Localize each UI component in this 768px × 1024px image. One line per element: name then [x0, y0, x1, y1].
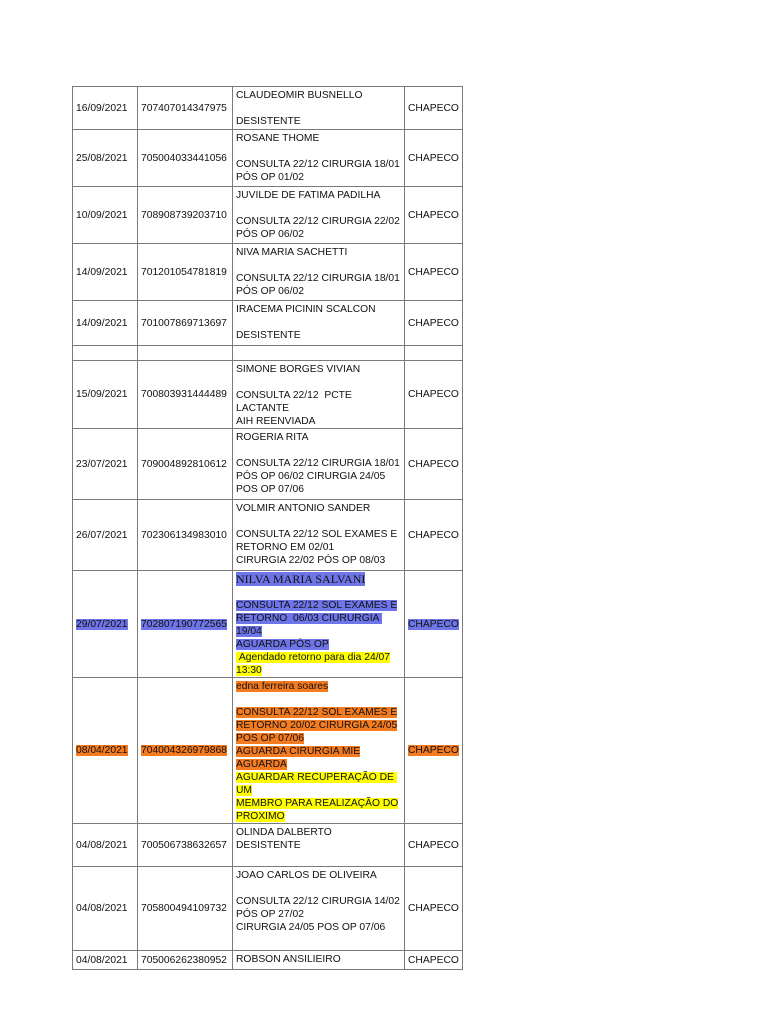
- status-note-line: [236, 115, 401, 128]
- date-value: 14/09/2021: [76, 266, 128, 278]
- date-value: 04/08/2021: [76, 903, 128, 914]
- line-spacer: [236, 586, 401, 599]
- status-note-line: [236, 215, 401, 228]
- city-value: CHAPECO: [408, 317, 459, 329]
- date-value: 26/07/2021: [76, 529, 128, 541]
- patient-info-cell: [233, 867, 405, 951]
- patient-info-cell: [233, 87, 405, 130]
- date-cell: [73, 678, 138, 824]
- line-text: ROGERIA RITA: [236, 432, 309, 443]
- status-note-line: [236, 706, 401, 719]
- code-cell: [138, 187, 233, 244]
- line-spacer: [236, 316, 401, 329]
- table-row: [73, 951, 463, 970]
- city-value: CHAPECO: [408, 529, 459, 541]
- code-cell: [138, 346, 233, 361]
- status-note-line: [236, 541, 401, 554]
- table-row: [73, 346, 463, 361]
- line-text: CIRURGIA 24/05 POS OP 07/06: [236, 922, 386, 933]
- city-cell: [405, 500, 463, 571]
- patient-name-line: [236, 869, 401, 882]
- status-note-line: [236, 470, 401, 483]
- patient-info-cell: [233, 824, 405, 867]
- city-value: CHAPECO: [408, 389, 459, 400]
- status-note-line: [236, 839, 401, 852]
- patient-name-line: [236, 89, 401, 102]
- date-value: 29/07/2021: [76, 618, 128, 630]
- date-cell: [73, 244, 138, 301]
- patient-info-cell: [233, 429, 405, 500]
- line-text: PÓS OP 06/02 CIRURGIA 24/05: [236, 471, 386, 482]
- line-text: ROSANE THOME: [236, 133, 320, 144]
- status-note-line: [236, 228, 401, 241]
- city-cell: [405, 867, 463, 951]
- code-cell: [138, 500, 233, 571]
- patient-name-line: [236, 431, 401, 444]
- status-note-line: [236, 664, 401, 677]
- table-row: [73, 824, 463, 867]
- code-value: 700803931444489: [141, 389, 227, 400]
- code-cell: [138, 571, 233, 678]
- table-row: [73, 500, 463, 571]
- line-text: CIRURGIA 22/02 PÓS OP 08/03: [236, 555, 386, 566]
- status-note-line: [236, 908, 401, 921]
- code-value: 705004033441056: [141, 152, 227, 164]
- patient-info-cell: [233, 187, 405, 244]
- date-cell: [73, 346, 138, 361]
- patient-info-cell: [233, 361, 405, 429]
- code-cell: [138, 301, 233, 346]
- date-cell: [73, 187, 138, 244]
- table-row: [73, 187, 463, 244]
- status-note-line: [236, 389, 401, 415]
- line-text: AGUARDA: [236, 759, 287, 770]
- patient-table: [72, 86, 463, 970]
- city-value: CHAPECO: [408, 903, 459, 914]
- line-text: CONSULTA 22/12 SOL EXAMES E: [236, 707, 398, 718]
- line-text: CLAUDEOMIR BUSNELLO: [236, 90, 363, 101]
- line-text: 13:30: [236, 665, 262, 676]
- line-text: JUVILDE DE FATIMA PADILHA: [236, 190, 381, 201]
- patient-name-line: [236, 132, 401, 145]
- line-text: CONSULTA 22/12 CIRURGIA 18/01: [236, 159, 400, 170]
- date-value: 25/08/2021: [76, 152, 128, 164]
- status-note-line: [236, 771, 401, 797]
- date-value: 04/08/2021: [76, 839, 128, 851]
- line-text: AGUARDAR RECUPERAÇÃO DE UM: [236, 772, 397, 796]
- table-row: [73, 130, 463, 187]
- status-note-line: [236, 554, 401, 567]
- date-value: 23/07/2021: [76, 458, 128, 470]
- status-note-line: [236, 758, 401, 771]
- patient-name-line: [236, 189, 401, 202]
- patient-info-cell: [233, 301, 405, 346]
- code-cell: [138, 87, 233, 130]
- patient-name-line: [236, 826, 401, 839]
- city-cell: [405, 571, 463, 678]
- line-text: CONSULTA 22/12 SOL EXAMES E: [236, 600, 398, 611]
- city-cell: [405, 429, 463, 500]
- date-cell: [73, 824, 138, 867]
- date-cell: [73, 571, 138, 678]
- line-text: CONSULTA 22/12 PCTE LACTANTE: [236, 390, 355, 414]
- patient-name-line: [236, 502, 401, 515]
- city-value: CHAPECO: [408, 745, 459, 756]
- code-value: 702306134983010: [141, 529, 227, 541]
- code-cell: [138, 429, 233, 500]
- line-text: CONSULTA 22/12 CIRURGIA 18/01: [236, 273, 400, 284]
- line-spacer: [236, 145, 401, 158]
- line-spacer: [236, 102, 401, 115]
- line-text: PÓS OP 01/02: [236, 172, 304, 183]
- line-text: MEMBRO PARA REALIZAÇÃO DO: [236, 798, 399, 809]
- patient-info-cell: [233, 346, 405, 361]
- line-text: AIH REENVIADA: [236, 416, 316, 427]
- line-spacer: [236, 202, 401, 215]
- city-cell: [405, 187, 463, 244]
- status-note-line: [236, 719, 401, 732]
- line-text: PÓS OP 06/02: [236, 229, 304, 240]
- city-value: CHAPECO: [408, 618, 459, 630]
- status-note-line: [236, 651, 401, 664]
- line-text: Agendado retorno para dia 24/07: [236, 652, 391, 663]
- city-cell: [405, 130, 463, 187]
- status-note-line: [236, 612, 401, 638]
- status-note-line: [236, 895, 401, 908]
- table-row: [73, 244, 463, 301]
- line-spacer: [236, 882, 401, 895]
- city-value: CHAPECO: [408, 839, 459, 851]
- code-value: 709004892810612: [141, 458, 227, 470]
- table-row: [73, 429, 463, 500]
- line-text: VOLMIR ANTONIO SANDER: [236, 503, 371, 514]
- status-note-line: [236, 797, 401, 810]
- status-note-line: [236, 528, 401, 541]
- line-text: NILVA MARIA SALVANI: [236, 572, 366, 586]
- line-text: edna ferreira soares: [236, 681, 329, 692]
- patient-info-cell: [233, 500, 405, 571]
- line-text: PROXIMO: [236, 811, 285, 822]
- date-cell: [73, 951, 138, 970]
- patient-name-line: [236, 680, 401, 693]
- line-text: PÓS OP 27/02: [236, 909, 304, 920]
- code-value: 704004326979868: [141, 745, 227, 756]
- patient-name-line: [236, 246, 401, 259]
- patient-info-cell: [233, 130, 405, 187]
- line-text: PÓS OP 06/02: [236, 286, 304, 297]
- date-value: 08/04/2021: [76, 745, 128, 756]
- code-value: 705800494109732: [141, 903, 227, 914]
- patient-name-line: [236, 303, 401, 316]
- date-cell: [73, 130, 138, 187]
- line-text: SIMONE BORGES VIVIAN: [236, 364, 361, 375]
- date-cell: [73, 301, 138, 346]
- line-text: ROBSON ANSILIEIRO: [236, 954, 341, 965]
- line-text: RETORNO 06/03 CIURURGIA 19/04: [236, 613, 383, 637]
- line-spacer: [236, 444, 401, 457]
- line-spacer: [236, 693, 401, 706]
- status-note-line: [236, 599, 401, 612]
- city-cell: [405, 87, 463, 130]
- line-text: OLINDA DALBERTO: [236, 827, 332, 838]
- line-spacer: [236, 259, 401, 272]
- code-cell: [138, 867, 233, 951]
- patient-name-line: [236, 363, 401, 376]
- status-note-line: [236, 272, 401, 285]
- patient-name-line: [236, 953, 401, 966]
- city-cell: [405, 346, 463, 361]
- code-value: 701201054781819: [141, 266, 227, 278]
- city-cell: [405, 824, 463, 867]
- table-row: [73, 571, 463, 678]
- patient-info-cell: [233, 951, 405, 970]
- line-text: AGUARDA CIRURGIA MIE: [236, 746, 361, 757]
- patient-info-cell: [233, 678, 405, 824]
- city-value: CHAPECO: [408, 152, 459, 164]
- date-value: 16/09/2021: [76, 102, 128, 114]
- line-text: RETORNO 20/02 CIRURGIA 24/05: [236, 720, 398, 731]
- status-note-line: [236, 158, 401, 171]
- code-cell: [138, 130, 233, 187]
- status-note-line: [236, 745, 401, 758]
- code-value: 708908739203710: [141, 209, 227, 221]
- city-value: CHAPECO: [408, 458, 459, 470]
- status-note-line: [236, 329, 401, 342]
- line-text: CONSULTA 22/12 CIRURGIA 14/02: [236, 896, 400, 907]
- table-body: [73, 87, 463, 970]
- line-text: POS OP 07/06: [236, 484, 304, 495]
- line-text: RETORNO EM 02/01: [236, 542, 335, 553]
- table-row: [73, 361, 463, 429]
- city-value: CHAPECO: [408, 102, 459, 114]
- line-text: DESISTENTE: [236, 116, 301, 127]
- table-row: [73, 301, 463, 346]
- status-note-line: [236, 415, 401, 428]
- date-value: 14/09/2021: [76, 317, 128, 329]
- code-cell: [138, 678, 233, 824]
- code-cell: [138, 951, 233, 970]
- date-cell: [73, 429, 138, 500]
- code-value: 701007869713697: [141, 317, 227, 329]
- city-value: CHAPECO: [408, 266, 459, 278]
- date-value: 10/09/2021: [76, 209, 128, 221]
- city-cell: [405, 244, 463, 301]
- city-cell: [405, 951, 463, 970]
- city-cell: [405, 678, 463, 824]
- code-cell: [138, 361, 233, 429]
- line-text: CONSULTA 22/12 CIRURGIA 22/02: [236, 216, 400, 227]
- patient-name-line: [236, 573, 401, 586]
- city-value: CHAPECO: [408, 954, 459, 966]
- date-value: 15/09/2021: [76, 389, 128, 400]
- line-text: AGUARDA PÓS OP: [236, 639, 329, 650]
- line-text: DESISTENTE: [236, 330, 301, 341]
- city-value: CHAPECO: [408, 209, 459, 221]
- status-note-line: [236, 171, 401, 184]
- line-spacer: [236, 515, 401, 528]
- status-note-line: [236, 638, 401, 651]
- status-note-line: [236, 457, 401, 470]
- table-row: [73, 87, 463, 130]
- status-note-line: [236, 732, 401, 745]
- code-cell: [138, 824, 233, 867]
- code-cell: [138, 244, 233, 301]
- date-cell: [73, 361, 138, 429]
- patient-info-cell: [233, 244, 405, 301]
- line-text: CONSULTA 22/12 SOL EXAMES E: [236, 529, 398, 540]
- line-text: JOAO CARLOS DE OLIVEIRA: [236, 870, 377, 881]
- line-text: NIVA MARIA SACHETTI: [236, 247, 348, 258]
- code-value: 705006262380952: [141, 954, 227, 966]
- date-cell: [73, 87, 138, 130]
- status-note-line: [236, 810, 401, 823]
- table-row: [73, 678, 463, 824]
- table-row: [73, 867, 463, 951]
- code-value: 707407014347975: [141, 102, 227, 114]
- city-cell: [405, 301, 463, 346]
- date-value: 04/08/2021: [76, 954, 128, 966]
- line-spacer: [236, 376, 401, 389]
- status-note-line: [236, 921, 401, 934]
- code-value: 702807190772565: [141, 618, 227, 630]
- date-cell: [73, 867, 138, 951]
- status-note-line: [236, 285, 401, 298]
- code-value: 700506738632657: [141, 839, 227, 851]
- city-cell: [405, 361, 463, 429]
- line-text: DESISTENTE: [236, 840, 301, 851]
- line-text: POS OP 07/06: [236, 733, 304, 744]
- status-note-line: [236, 483, 401, 496]
- line-text: CONSULTA 22/12 CIRURGIA 18/01: [236, 458, 400, 469]
- line-text: IRACEMA PICININ SCALCON: [236, 304, 376, 315]
- patient-info-cell: [233, 571, 405, 678]
- date-cell: [73, 500, 138, 571]
